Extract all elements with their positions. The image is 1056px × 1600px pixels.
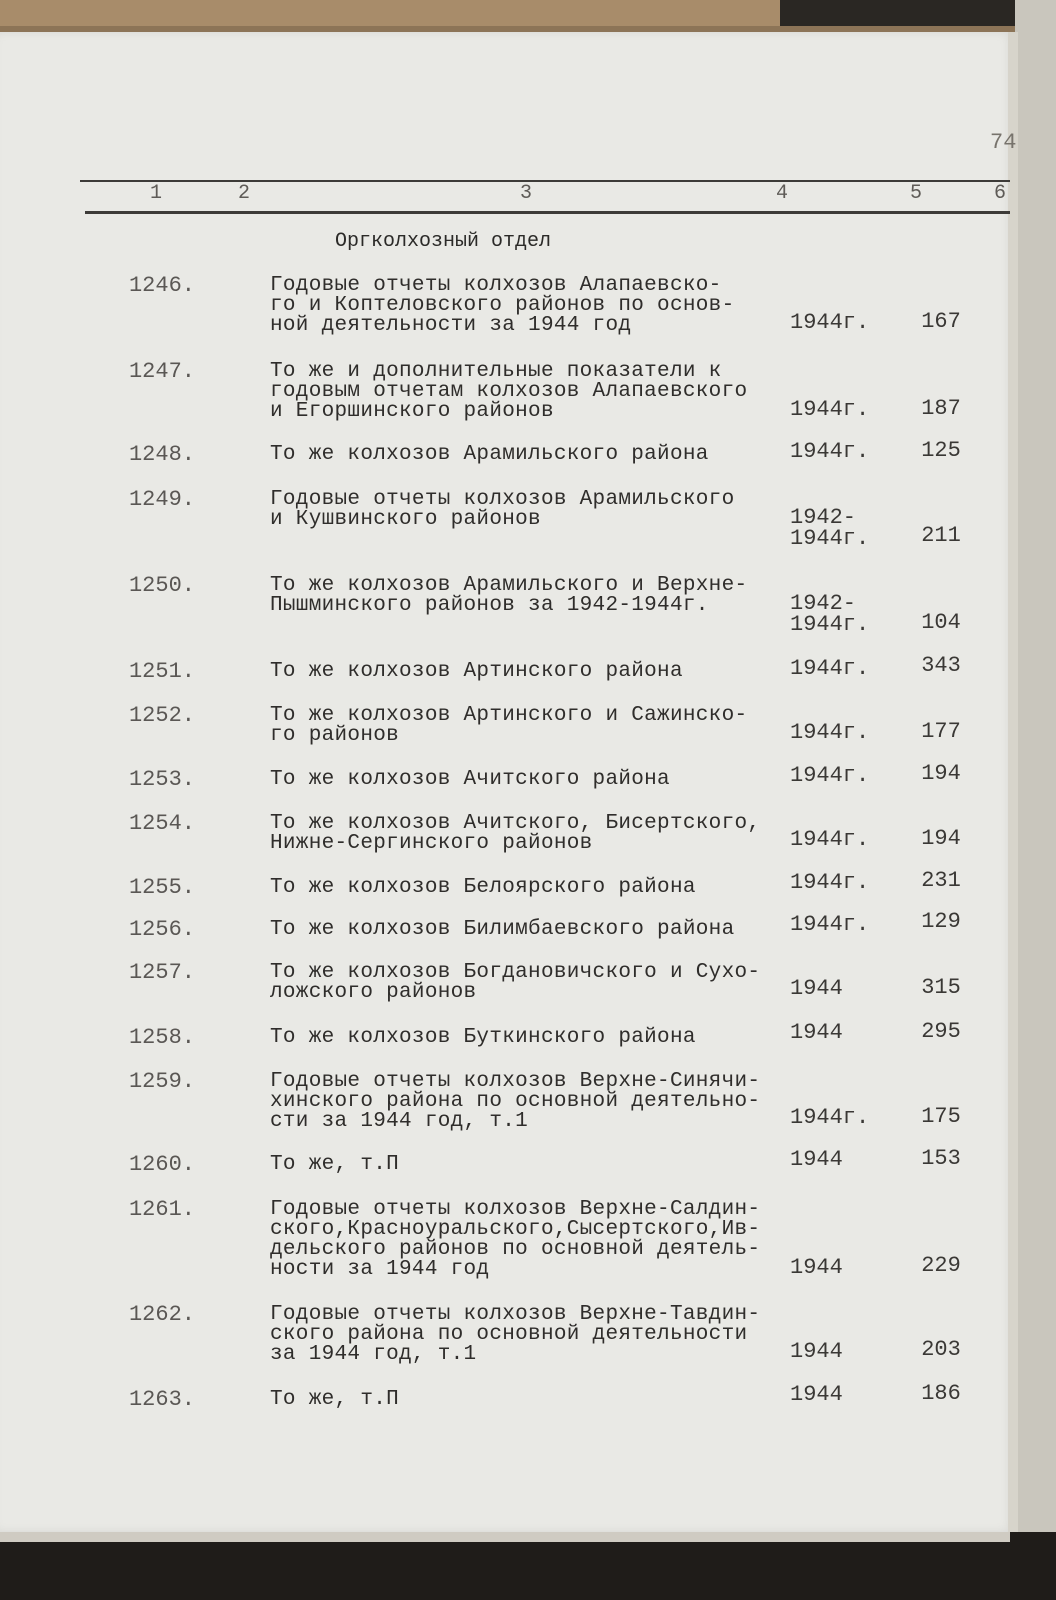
column-number-3: 3 <box>520 182 533 205</box>
entry-year: 1944г. <box>790 656 870 681</box>
entry-number: 1246. <box>128 273 195 298</box>
entry-year: 1944 <box>790 1020 843 1045</box>
entry-title: То же колхозов Белоярского района <box>270 876 696 899</box>
entry-year: 1944 <box>790 1147 843 1172</box>
entry-title: То же колхозов Арамильского района <box>270 443 709 466</box>
entry-number: 1254. <box>128 811 195 836</box>
entry-number: 1262. <box>128 1302 195 1327</box>
entry-sheets: 203 <box>921 1337 961 1362</box>
entry-number: 1250. <box>128 573 195 598</box>
entry-number: 1255. <box>128 875 195 900</box>
entry-year: 1944г. <box>790 827 870 852</box>
entry-title: Годовые отчеты колхозов Верхне-Тавдин- ского района по основной деятельности за 1944 год, т.1 <box>270 1303 761 1366</box>
entry-year: 1944г. <box>790 720 870 745</box>
entry-title: То же колхозов Артинского и Сажинско- го районов <box>270 704 748 747</box>
entry-title: То же, т.П <box>270 1388 400 1411</box>
header-bottom-rule <box>85 211 1010 214</box>
entry-title: Годовые отчеты колхозов Верхне-Синячи- хинского района по основной деятельно- сти за 1944 год, т.1 <box>270 1070 761 1133</box>
entry-number: 1252. <box>128 703 195 728</box>
entry-year: 1944г. <box>790 397 870 422</box>
entry-number: 1256. <box>128 917 195 942</box>
entry-sheets: 194 <box>921 761 961 786</box>
entry-title: То же колхозов Арамильского и Верхне- Пышминского районов за 1942-1944г. <box>270 574 748 617</box>
entry-title: Годовые отчеты колхозов Арамильского и Кушвинского районов <box>270 488 735 531</box>
entry-number: 1253. <box>128 767 195 792</box>
entry-year: 1942- 1944г. <box>790 505 870 551</box>
entry-year: 1944 <box>790 1255 843 1280</box>
column-number-2: 2 <box>238 182 251 205</box>
entry-number: 1248. <box>128 442 195 467</box>
entry-number: 1251. <box>128 659 195 684</box>
scan-background <box>0 1532 1056 1600</box>
entry-year: 1944 <box>790 976 843 1001</box>
folio-number: 74 <box>990 130 1017 155</box>
entry-sheets: 177 <box>921 719 961 744</box>
entry-sheets: 153 <box>921 1146 961 1171</box>
entry-sheets: 231 <box>921 868 961 893</box>
entry-title: То же колхозов Артинского района <box>270 660 683 683</box>
entry-title: То же колхозов Буткинского района <box>270 1026 696 1049</box>
column-number-5: 5 <box>910 182 923 205</box>
entry-sheets: 167 <box>921 309 961 334</box>
entry-sheets: 129 <box>921 909 961 934</box>
entry-sheets: 315 <box>921 975 961 1000</box>
column-number-6: 6 <box>994 182 1007 205</box>
entry-title: То же колхозов Богдановичского и Сухо- ложского районов <box>270 961 761 1004</box>
entry-title: То же и дополнительные показатели к годовым отчетам колхозов Алапаевского и Егоршинского районов <box>270 360 748 423</box>
entry-title: То же колхозов Ачитского, Бисертского, Нижне-Сергинского районов <box>270 812 761 855</box>
entry-sheets: 125 <box>921 438 961 463</box>
page-binding-edge <box>1008 32 1018 1532</box>
entry-sheets: 175 <box>921 1104 961 1129</box>
entry-year: 1944г. <box>790 439 870 464</box>
entry-number: 1261. <box>128 1197 195 1222</box>
entry-year: 1944г. <box>790 912 870 937</box>
page-under-edge <box>0 1532 1010 1542</box>
entry-year: 1944 <box>790 1382 843 1407</box>
entry-sheets: 343 <box>921 653 961 678</box>
section-title: Оргколхозный отдел <box>335 230 552 253</box>
entry-number: 1249. <box>128 487 195 512</box>
column-number-4: 4 <box>776 182 789 205</box>
entry-title: То же колхозов Билимбаевского района <box>270 918 735 941</box>
entry-number: 1263. <box>128 1387 195 1412</box>
entry-sheets: 229 <box>921 1253 961 1278</box>
entry-sheets: 104 <box>921 610 961 635</box>
entry-number: 1258. <box>128 1025 195 1050</box>
entry-title: То же колхозов Ачитского района <box>270 768 670 791</box>
adjacent-page-edge <box>1015 0 1056 1600</box>
entry-sheets: 211 <box>921 523 961 548</box>
entry-sheets: 186 <box>921 1381 961 1406</box>
entry-year: 1944г. <box>790 310 870 335</box>
entry-year: 1944г. <box>790 1105 870 1130</box>
entry-sheets: 194 <box>921 826 961 851</box>
entry-sheets: 295 <box>921 1019 961 1044</box>
entry-year: 1944г. <box>790 763 870 788</box>
entry-number: 1259. <box>128 1069 195 1094</box>
entry-title: Годовые отчеты колхозов Алапаевско- го и Коптеловского районов по основ- ной деятельности за 1944 год <box>270 274 735 337</box>
entry-year: 1944 <box>790 1339 843 1364</box>
archive-folder-edge <box>0 0 780 26</box>
entry-number: 1257. <box>128 960 195 985</box>
header-top-rule <box>80 180 1010 182</box>
entry-year: 1942- 1944г. <box>790 591 870 637</box>
entry-title: То же, т.П <box>270 1153 400 1176</box>
entry-sheets: 187 <box>921 396 961 421</box>
entry-number: 1247. <box>128 359 195 384</box>
entry-title: Годовые отчеты колхозов Верхне-Салдин- ского,Красноуральского,Сысертского,Ив- дельского районов по основной деятель- ности за 1944 год <box>270 1198 761 1281</box>
entry-year: 1944г. <box>790 870 870 895</box>
column-number-1: 1 <box>150 182 163 205</box>
entry-number: 1260. <box>128 1152 195 1177</box>
